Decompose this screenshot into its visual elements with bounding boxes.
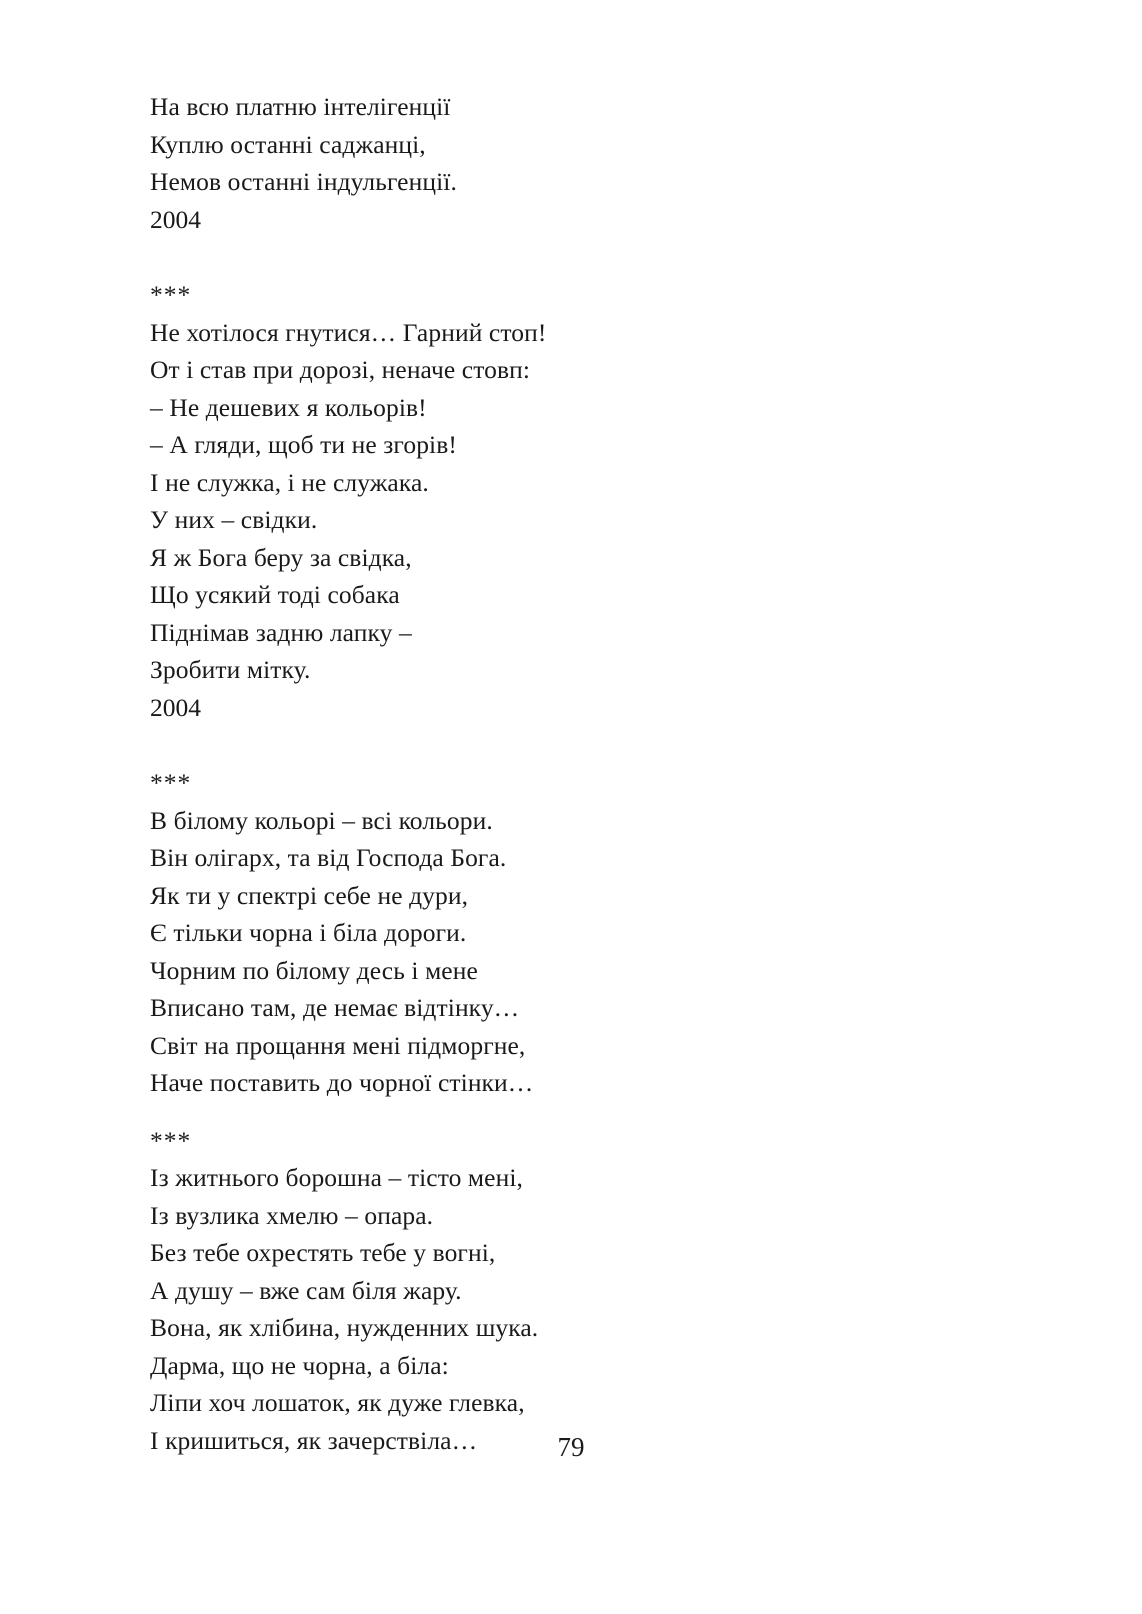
section-separator: *** (150, 768, 192, 797)
poem-line: Що усякий тоді собака (150, 580, 400, 609)
poem-line: Немов останні індульгенції. (150, 167, 457, 196)
poem-line: Як ти у спектрі себе не дури, (150, 880, 469, 910)
poem-line: Ліпи хоч лошаток, як дуже глевка, (150, 1388, 525, 1417)
poem-line: А душу – вже сам біля жару. (150, 1275, 462, 1305)
block-spacer (150, 726, 970, 764)
poem-line: Із вузлика хмелю – опара. (150, 1200, 434, 1230)
poem-line: Зробити мітку. (150, 655, 311, 684)
poem-block (150, 1122, 970, 1460)
poem-line: Вписано там, де немає відтінку… (150, 993, 520, 1022)
poem-line: От і став при дорозі, неначе стовп: (150, 355, 531, 384)
poem-line: Без тебе охрестять тебе у вогні, (150, 1238, 496, 1267)
poem-line: І не служка, і не служака. (150, 467, 429, 497)
poem-line: Не хотілося гнутися… Гарний стоп! (150, 317, 547, 347)
poem-line: Вона, як хлібина, нужденних шука. (150, 1313, 539, 1342)
poem-line: – Не дешевих я кольорів! (150, 392, 427, 422)
poem-line: На всю платню інтелігенції (150, 92, 451, 121)
page-content (150, 88, 970, 1459)
poem-block (150, 764, 970, 1102)
poem-year: 2004 (150, 692, 201, 722)
poem-line: Чорним по білому десь і мене (150, 955, 478, 985)
block-spacer (150, 1102, 970, 1122)
poem-line: Є тільки чорна і біла дороги. (150, 918, 467, 947)
poem-year: 2004 (150, 204, 201, 234)
poem-line: Світ на прощання мені підморгне, (150, 1030, 526, 1060)
poem-line: У них – свідки. (150, 505, 318, 534)
poem-line: Я ж Бога беру за свідка, (150, 542, 412, 572)
poem-line: Дарма, що не чорна, а біла: (150, 1350, 449, 1380)
poem-line: – А гляди, щоб ти не згорів! (150, 430, 457, 459)
section-separator: *** (150, 1125, 192, 1155)
section-separator: *** (150, 280, 192, 309)
poem-line: Куплю останні саджанці, (150, 129, 426, 159)
page-number: 79 (557, 1432, 585, 1462)
poem-line: Із житнього борошна – тісто мені, (150, 1163, 523, 1192)
poem-block (150, 276, 970, 726)
poem-block (150, 88, 970, 238)
poem-line: Піднімав задню лапку – (150, 617, 412, 647)
poem-line: І кришиться, як зачерствіла… (150, 1425, 478, 1455)
poem-line: В білому кольорі – всі кольори. (150, 805, 493, 835)
poem-line: Він олігарх, та від Господа Бога. (150, 843, 507, 872)
poem-line: Наче поставить до чорної стінки… (150, 1068, 534, 1097)
block-spacer (150, 238, 970, 276)
